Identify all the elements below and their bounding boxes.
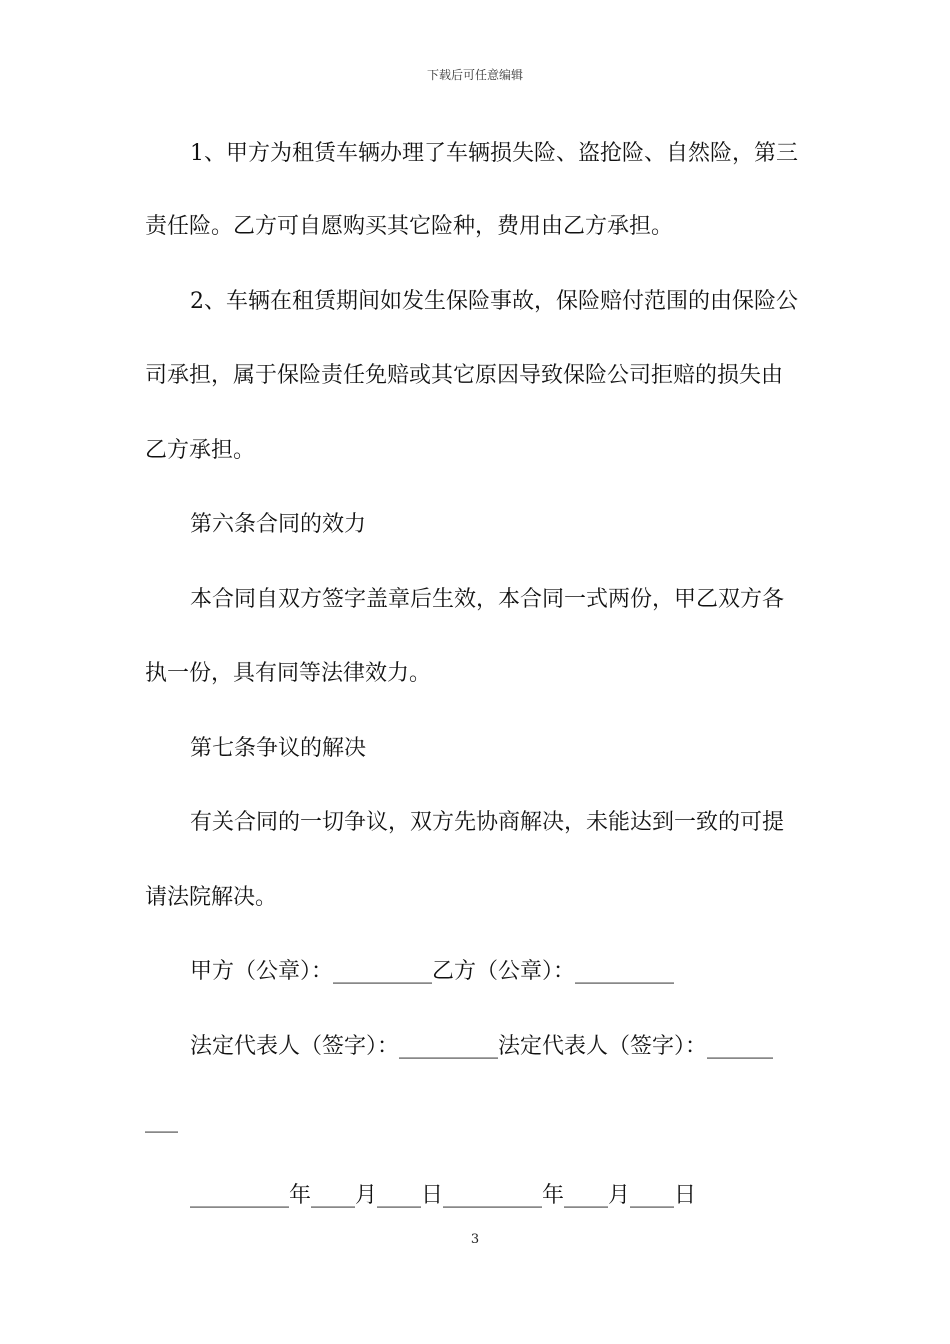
paragraph-line-3: 2、车辆在租赁期间如发生保险事故，保险赔付范围的由保险公 [190, 289, 798, 314]
paragraph-line-1: 1、甲方为租赁车辆办理了车辆损失险、盗抢险、自然险，第三 [190, 141, 798, 166]
paragraph-line-5: 乙方承担。 [145, 438, 256, 463]
signature-date-line: _________年____月____日_________年____月____日 [190, 1183, 697, 1208]
signature-representative-line: 法定代表人（签字）：_________法定代表人（签字）：______ [190, 1034, 774, 1059]
paragraph-line-7: 本合同自双方签字盖章后生效，本合同一式两份，甲乙双方各 [190, 587, 785, 612]
paragraph-line-8: 执一份，具有同等法律效力。 [145, 661, 432, 686]
signature-party-line: 甲方（公章）：_________乙方（公章）：_________ [190, 959, 675, 984]
page-number: 3 [470, 1232, 480, 1247]
section-heading-6: 第六条合同的效力 [190, 512, 367, 537]
signature-representative-continuation: ___ [145, 1108, 178, 1133]
paragraph-line-2: 责任险。乙方可自愿购买其它险种，费用由乙方承担。 [145, 214, 674, 239]
paragraph-line-4: 司承担，属于保险责任免赔或其它原因导致保险公司拒赔的损失由 [145, 363, 784, 388]
page-header: 下载后可任意编辑 [426, 68, 523, 82]
section-heading-7: 第七条争议的解决 [190, 736, 367, 761]
paragraph-line-11: 请法院解决。 [145, 885, 278, 910]
paragraph-line-10: 有关合同的一切争议，双方先协商解决，未能达到一致的可提 [190, 810, 785, 835]
